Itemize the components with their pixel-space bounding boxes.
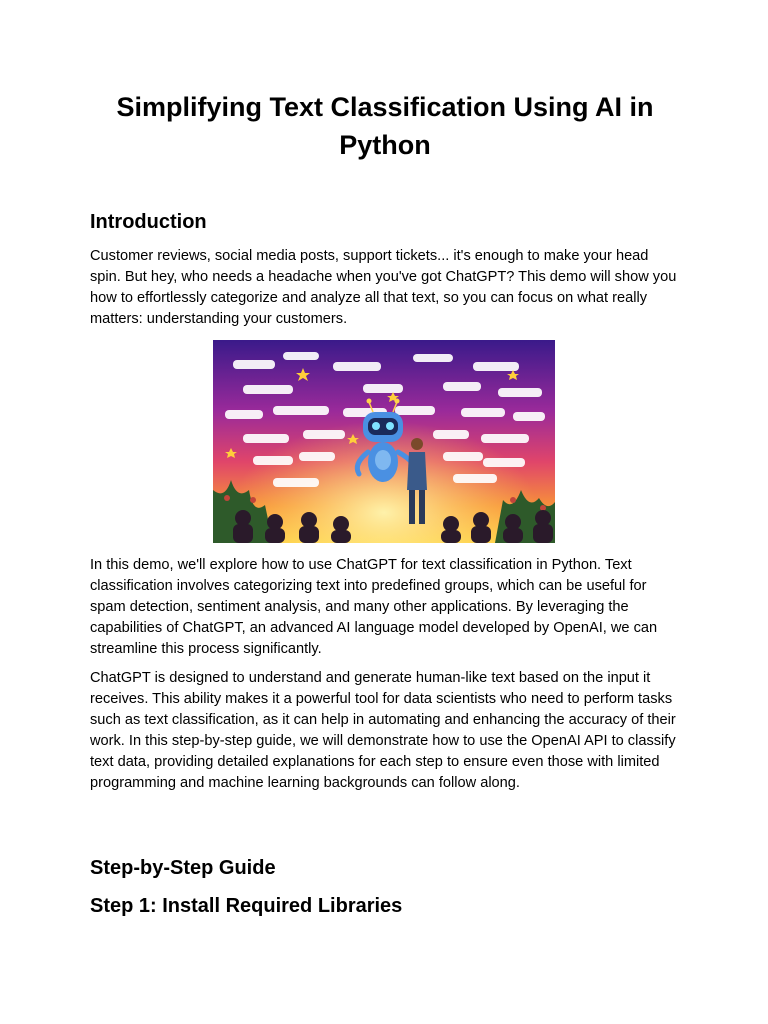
page-title: Simplifying Text Classification Using AI in Python [116, 92, 654, 160]
introduction-heading: Introduction [90, 211, 207, 233]
intro-paragraph: Customer reviews, social media posts, support tickets... it's enough to make your head spin. But hey, who needs a headache when you've got ChatGPT? This demo will show you how to effortlessly categorize and analyze all that text, so you can focus on what really matters: understanding your customers. [90, 248, 677, 327]
hero-illustration [213, 340, 555, 543]
step-1-heading: Step 1: Install Required Libraries [90, 895, 403, 917]
demo-paragraph: In this demo, we'll explore how to use ChatGPT for text classification in Python. Text classification involves categorizing text into predefined groups, which can be useful for spam detection, sentiment analysis, and many other applications. By leveraging the capabilities of ChatGPT, an advanced AI language model developed by OpenAI, we can streamline this process significantly. [90, 557, 658, 657]
robot-with-person-illustration [213, 340, 555, 543]
step-by-step-heading: Step-by-Step Guide [90, 857, 276, 879]
chatgpt-paragraph: ChatGPT is designed to understand and generate human-like text based on the input it receives. This ability makes it a powerful tool for data scientists who need to perform tasks such as text classification, as it can help in automating and enhancing the accuracy of their work. In this step-by-step guide, we will demonstrate how to use the OpenAI API to classify text data, providing detailed explanations for each step to ensure even those with limited programming and machine learning backgrounds can follow along. [90, 670, 676, 791]
